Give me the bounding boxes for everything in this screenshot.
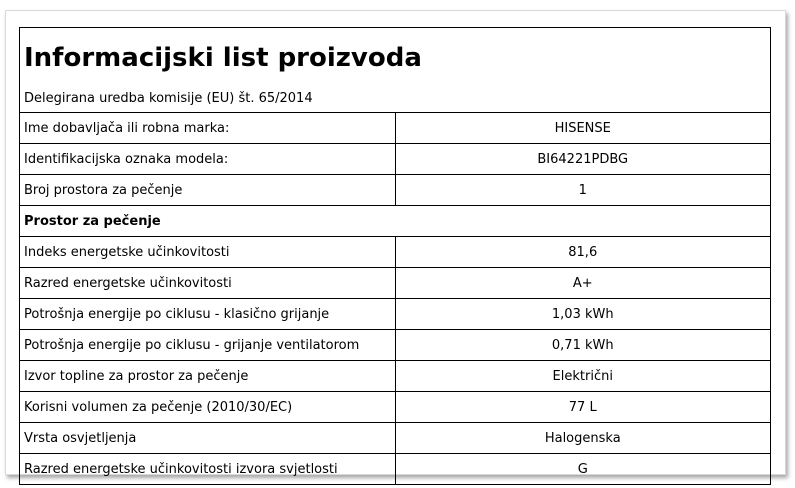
- product-info-table: [19, 27, 771, 485]
- sheet-title: Informacijski list proizvoda: [20, 28, 771, 85]
- row-value: Halogenska: [395, 423, 771, 454]
- table-row: [20, 237, 771, 268]
- row-value: 1: [395, 175, 771, 206]
- section-row: [20, 206, 771, 237]
- row-value: A+: [395, 268, 771, 299]
- row-label: Razred energetske učinkovitosti izvora svjetlosti: [20, 454, 396, 485]
- table-row: [20, 144, 771, 175]
- row-label: Indeks energetske učinkovitosti: [20, 237, 396, 268]
- row-value: G: [395, 454, 771, 485]
- row-label: Broj prostora za pečenje: [20, 175, 396, 206]
- row-value: HISENSE: [395, 113, 771, 144]
- row-label: Potrošnja energije po ciklusu - grijanje ventilatorom: [20, 330, 396, 361]
- row-label: Razred energetske učinkovitosti: [20, 268, 396, 299]
- row-value: 77 L: [395, 392, 771, 423]
- table-row: [20, 299, 771, 330]
- row-value: 0,71 kWh: [395, 330, 771, 361]
- row-label: Potrošnja energije po ciklusu - klasično grijanje: [20, 299, 396, 330]
- table-row: [20, 268, 771, 299]
- table-row: [20, 175, 771, 206]
- table-row: [20, 330, 771, 361]
- row-label: Izvor topline za prostor za pečenje: [20, 361, 396, 392]
- row-value: 1,03 kWh: [395, 299, 771, 330]
- table-row: [20, 113, 771, 144]
- row-value: BI64221PDBG: [395, 144, 771, 175]
- section-heading: Prostor za pečenje: [20, 206, 771, 237]
- row-label: Identifikacijska oznaka modela:: [20, 144, 396, 175]
- table-row: [20, 454, 771, 485]
- row-label: Korisni volumen za pečenje (2010/30/EC): [20, 392, 396, 423]
- product-info-sheet: [5, 10, 786, 475]
- subtitle-row: [20, 84, 771, 113]
- title-row: [20, 28, 771, 85]
- regulation-reference: Delegirana uredba komisije (EU) št. 65/2014: [20, 84, 771, 113]
- row-label: Vrsta osvjetljenja: [20, 423, 396, 454]
- row-label: Ime dobavljača ili robna marka:: [20, 113, 396, 144]
- table-row: [20, 361, 771, 392]
- row-value: Električni: [395, 361, 771, 392]
- table-row: [20, 392, 771, 423]
- table-row: [20, 423, 771, 454]
- row-value: 81,6: [395, 237, 771, 268]
